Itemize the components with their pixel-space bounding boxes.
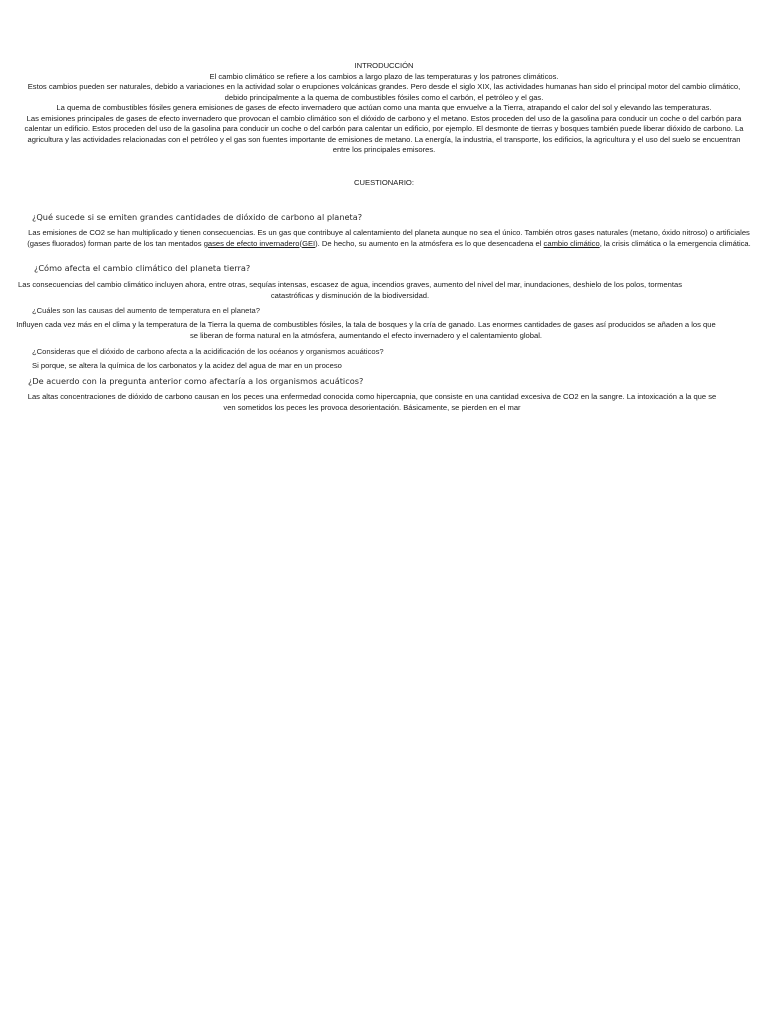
answer-5 (22, 392, 722, 413)
answer-4-text: Si porque, se altera la química de los carbonatos y la acidez del agua de mar en un proceso (32, 361, 342, 370)
questionnaire-title: CUESTIONARIO: (354, 178, 414, 187)
question-5-text: ¿De acuerdo con la pregunta anterior como afectaría a los organismos acuáticos? (28, 376, 364, 386)
answer-3-text: Influyen cada vez más en el clima y la temperatura de la Tierra la quema de combustibles fósiles, la tala de bosques y la cría de ganado. Las enormes cantidades de gases así producidos se añaden a los que se liberan de forma natural en la atmósfera, aumentando el efecto invernadero y el calentamiento global. (16, 320, 716, 340)
answer-1-part-3: , la crisis climática o la emergencia climática. (599, 238, 751, 248)
answer-1-part-2: ). De hecho, su aumento en la atmósfera es lo que desencadena el (315, 238, 544, 248)
answer-4 (32, 361, 532, 372)
question-3-text: ¿Cuáles son las causas del aumento de temperatura en el planeta? (32, 306, 260, 315)
answer-1-text (26, 228, 752, 249)
question-1 (32, 212, 758, 223)
answer-3 (16, 320, 716, 341)
intro-title: INTRODUCCIÓN (354, 61, 414, 70)
intro-paragraph-2: Estos cambios pueden ser naturales, debido a variaciones en la actividad solar o erupciones volcánicas grandes. Pero desde el siglo XIX, las actividades humanas han sido el principal motor del cambio climático, debido principalmente a la quema de combustibles fósiles como el carbón, el petróleo y el gas. (27, 82, 741, 102)
answer-2-text: Las consecuencias del cambio climático incluyen ahora, entre otras, sequías intensas, escasez de agua, incendios graves, aumento del nivel del mar, inundaciones, deshielo de los polos, tormentas catastróficas y disminución de la biodiversidad. (18, 280, 682, 300)
answer-1-paren: ( (299, 238, 303, 248)
intro-paragraph-3: La quema de combustibles fósiles genera emisiones de gases de efecto invernadero que actúan como una manta que envuelve a la Tierra, atrapando el calor del sol y elevando las temperaturas. (56, 103, 712, 112)
question-3 (32, 305, 758, 316)
introduction-section (18, 61, 750, 156)
intro-paragraph-1: El cambio climático se refiere a los cambios a largo plazo de las temperaturas y los patrones climáticos. (209, 71, 559, 81)
question-2 (34, 263, 760, 274)
link-cambio-climatico[interactable]: cambio climático (543, 238, 600, 248)
answer-1 (26, 228, 752, 249)
answer-2 (10, 280, 690, 301)
link-gei[interactable]: GEI (302, 238, 316, 248)
question-5 (28, 376, 754, 387)
question-2-text: ¿Cómo afecta el cambio climático del planeta tierra? (34, 263, 251, 273)
answer-5-text: Las altas concentraciones de dióxido de carbono causan en los peces una enfermedad conocida como hipercapnia, que consiste en una cantidad excesiva de CO2 en la sangre. La intoxicación a la que se ven sometidos los peces les provoca desorientación. Básicamente, se pierden en el mar (27, 392, 717, 412)
answer-1-part-1: Las emisiones de CO2 se han multiplicado y tienen consecuencias. Es un gas que contribuye al calentamiento del planeta aunque no sea el único. También otros gases naturales (metano, óxido nitroso) o artificiales (gases fluorados) forman parte de los tan mentados (27, 228, 750, 248)
question-1-text: ¿Qué sucede si se emiten grandes cantidades de dióxido de carbono al planeta? (32, 212, 363, 222)
intro-paragraph-4: Las emisiones principales de gases de efecto invernadero que provocan el cambio climático son el dióxido de carbono y el metano. Estos proceden del uso de la gasolina para conducir un coche o del carbón para calentar un edificio. Estos proceden del uso de la gasolina para conducir un coche o del carbón para calentar un edificio, por ejemplo. El desmonte de tierras y bosques también puede liberar dióxido de carbono. La agricultura y las actividades relacionadas con el petróleo y el gas son fuentes importante de emisiones de metano. La energía, la industria, el transporte, los edificios, la agricultura y el uso del suelo se encuentran entre los principales emisores. (24, 113, 744, 154)
question-4-text: ¿Consideras que el dióxido de carbono afecta a la acidificación de los océanos y organismos acuáticos? (32, 347, 384, 356)
question-4 (32, 346, 758, 357)
link-gases-efecto-invernadero[interactable]: gases de efecto invernadero (203, 238, 300, 248)
